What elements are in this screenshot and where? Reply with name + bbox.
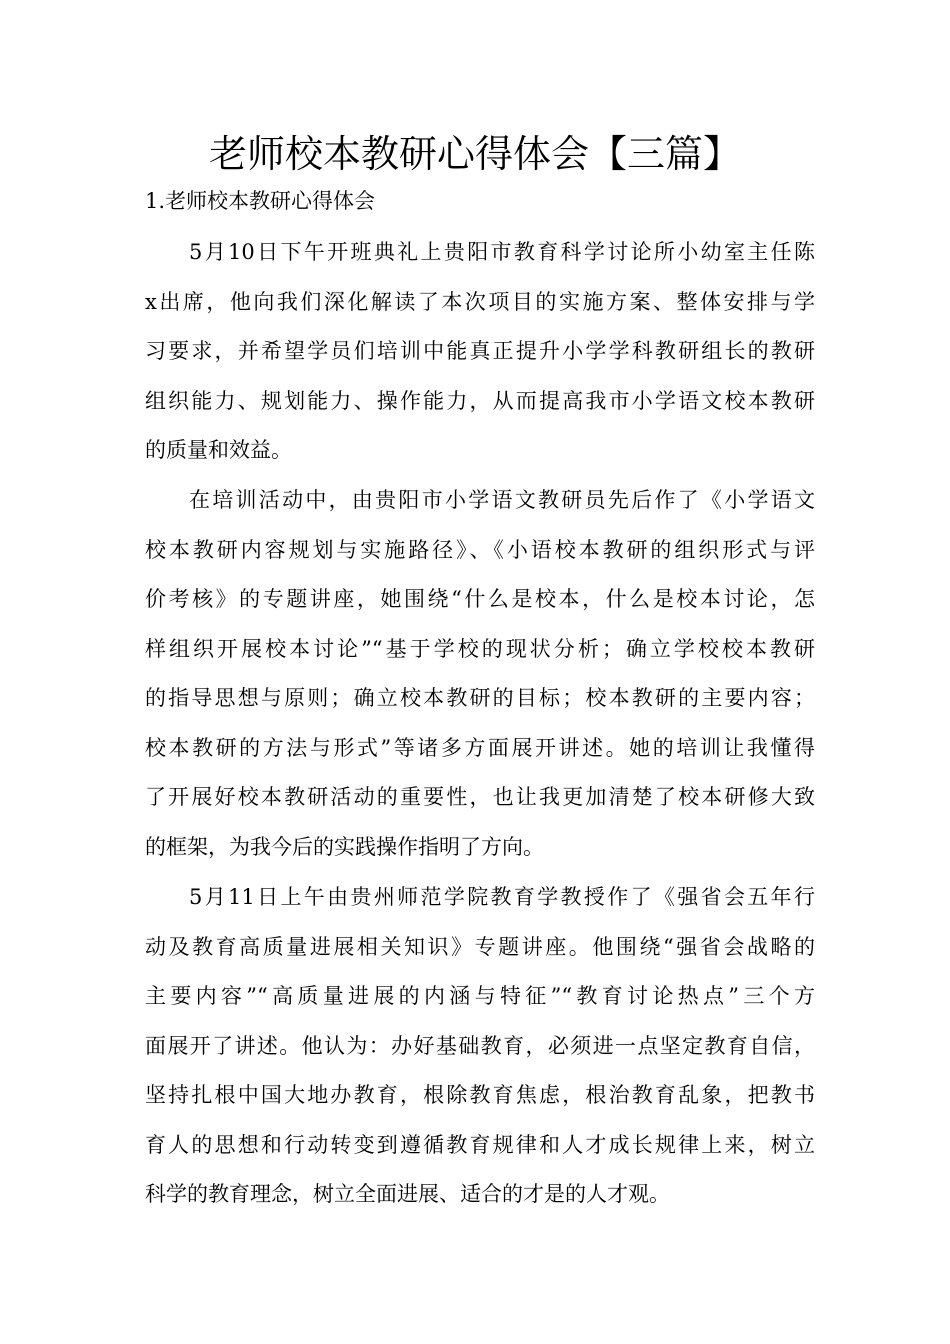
paragraph-line: 5月11日上午由贵州师范学院教育学教授作了《强省会五年行 [189,885,815,909]
paragraph-line: 坚持扎根中国大地办教育，根除教育焦虑，根治教育乱象，把教书 [145,1083,815,1107]
document-title: 老师校本教研心得体会【三篇】 [208,132,741,176]
paragraph-line: 价考核》的专题讲座，她围绕“什么是校本，什么是校本讨论，怎 [145,587,815,611]
paragraph-1 [145,228,815,476]
paragraph-line: 校本教研的方法与形式”等诸多方面展开讲述。她的培训让我懂得 [145,735,815,760]
paragraph-line: 了开展好校本教研活动的重要性，也让我更加清楚了校本研修大致 [145,785,815,809]
paragraph-line: 科学的教育理念，树立全面进展、适合的才是的人才观。 [145,1182,670,1206]
paragraph-line: 在培训活动中，由贵阳市小学语文教研员先后作了《小学语文 [189,488,815,512]
paragraph-line: 的框架，为我今后的实践操作指明了方向。 [145,834,544,859]
paragraph-line: 动及教育高质量进展相关知识》专题讲座。他围绕“强省会战略的 [145,934,815,959]
paragraph-line: 面展开了讲述。他认为：办好基础教育，必须进一点坚定教育自信， [145,1033,815,1058]
paragraph-line: 习要求，并希望学员们培训中能真正提升小学学科教研组长的教研 [145,339,815,363]
paragraph-3 [145,873,815,1220]
paragraph-line: 校本教研内容规划与实施路径》、《小语校本教研的组织形式与评 [145,537,815,562]
paragraph-2 [145,476,815,872]
paragraph-line: x出席，他向我们深化解读了本次项目的实施方案、整体安排与学 [145,289,815,314]
paragraph-line: 育人的思想和行动转变到遵循教育规律和人才成长规律上来，树立 [145,1132,815,1157]
paragraph-line: 样组织开展校本讨论”“基于学校的现状分析；确立学校校本教研 [145,636,815,661]
section-heading: 1.老师校本教研心得体会 [145,189,376,213]
paragraph-line: 的指导思想与原则；确立校本教研的目标；校本教研的主要内容； [145,686,815,710]
paragraph-line: 主要内容”“高质量进展的内涵与特征”“教育讨论热点”三个方 [145,984,815,1008]
paragraph-line: 5月10日下午开班典礼上贵阳市教育科学讨论所小幼室主任陈 [189,240,815,264]
paragraph-line: 组织能力、规划能力、操作能力，从而提高我市小学语文校本教研 [145,388,815,413]
paragraph-line: 的质量和效益。 [145,438,292,462]
